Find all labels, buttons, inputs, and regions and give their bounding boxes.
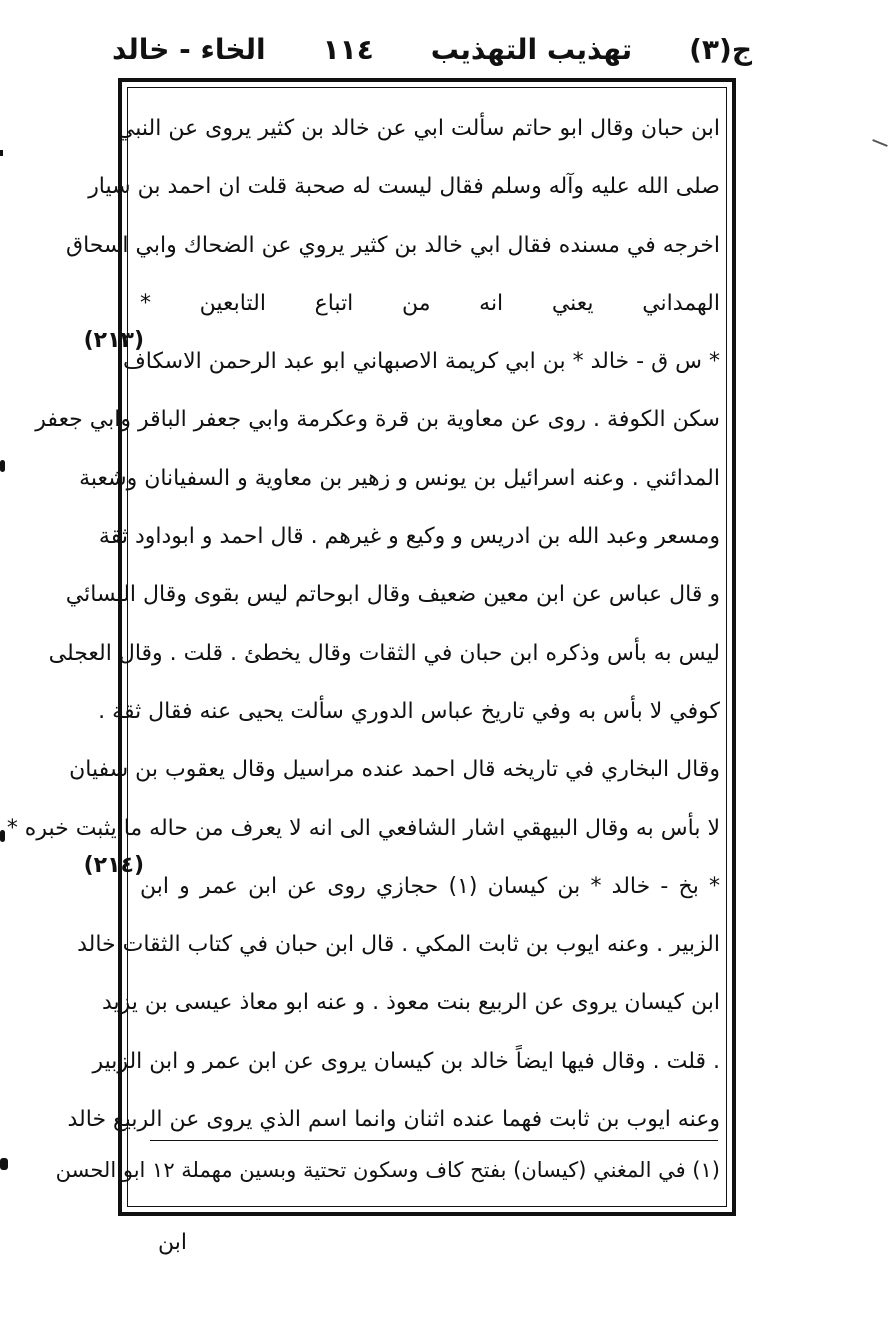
catchword: ابن [158, 1230, 187, 1255]
text-line: اخرجه في مسنده فقال ابي خالد بن كثير يروي عن الضحاك وابي اسحاق [66, 232, 720, 258]
text-line: * س ق - خالد * بن ابي كريمة الاصبهاني ابو عبد الرحمن الاسكاف [123, 349, 720, 375]
text-line: لا بأس به وقال البيهقي اشار الشافعي الى انه لا يعرف من حاله ما يثبت خبره * [6, 815, 720, 841]
text-line: الهمداني يعني انه من اتباع التابعين * [140, 290, 720, 316]
text-line: و قال عباس عن ابن معين ضعيف وقال ابوحاتم ليس بقوى وقال النسائي [65, 582, 720, 608]
scan-edge-mark [0, 830, 5, 842]
scan-edge-mark [872, 139, 888, 147]
section-heading: الخاء - خالد [112, 33, 266, 66]
running-head [112, 28, 752, 72]
text-line: ابن كيسان يروى عن الربيع بنت معوذ . و عنه ابو معاذ عيسى بن يزيد [101, 990, 720, 1016]
text-line: كوفي لا بأس به وفي تاريخ عباس الدوري سألت يحيى عنه فقال ثقة . [98, 698, 720, 724]
scan-edge-mark [0, 150, 3, 156]
text-line: ومسعر وعبد الله بن ادريس و وكيع و غيرهم . قال احمد و ابوداود ثقة [98, 524, 720, 550]
entry-number: (٢١٤) [83, 853, 144, 878]
text-line: سكن الكوفة . روى عن معاوية بن قرة وعكرمة وابي جعفر الباقر وابي جعفر [35, 407, 720, 433]
entry-number: (٢١٣) [83, 328, 144, 353]
text-line: * بخ - خالد * بن كيسان (١) حجازي روى عن ابن عمر و ابن [140, 873, 720, 899]
text-line: وعنه ايوب بن ثابت فهما عنده اثنان وانما اسم الذي يروى عن الربيع خالد [67, 1107, 720, 1133]
footnote-rule [150, 1140, 718, 1141]
text-line: صلى الله عليه وآله وسلم فقال ليست له صحبة قلت ان احمد بن سيار [88, 174, 720, 200]
volume-number: ج(٣) [689, 33, 752, 66]
scan-edge-mark [0, 460, 5, 472]
text-line: الزبير . وعنه ايوب بن ثابت المكي . قال ابن حبان في كتاب الثقات خالد [77, 932, 720, 958]
book-title: تهذيب التهذيب [430, 33, 633, 66]
page-number: ١١٤ [322, 33, 374, 66]
text-line: المدائني . وعنه اسرائيل بن يونس و زهير بن معاوية و السفيانان وشعبة [79, 465, 720, 491]
text-line: . قلت . وقال فيها ايضاً خالد بن كيسان يروى عن ابن عمر و ابن الزبير [92, 1048, 720, 1074]
text-line: ابن حبان وقال ابو حاتم سألت ابي عن خالد بن كثير يروى عن النبي [116, 116, 720, 141]
scan-edge-mark [0, 1158, 8, 1170]
text-line: وقال البخاري في تاريخه قال احمد عنده مراسيل وقال يعقوب بن سفيان [69, 757, 720, 783]
footnote: (١) في المغني (كيسان) بفتح كاف وسكون تحتية وبسين مهملة ١٢ ابو الحسن [55, 1158, 720, 1182]
text-line: ليس به بأس وذكره ابن حبان في الثقات وقال يخطئ . قلت . وقال العجلى [48, 640, 720, 666]
